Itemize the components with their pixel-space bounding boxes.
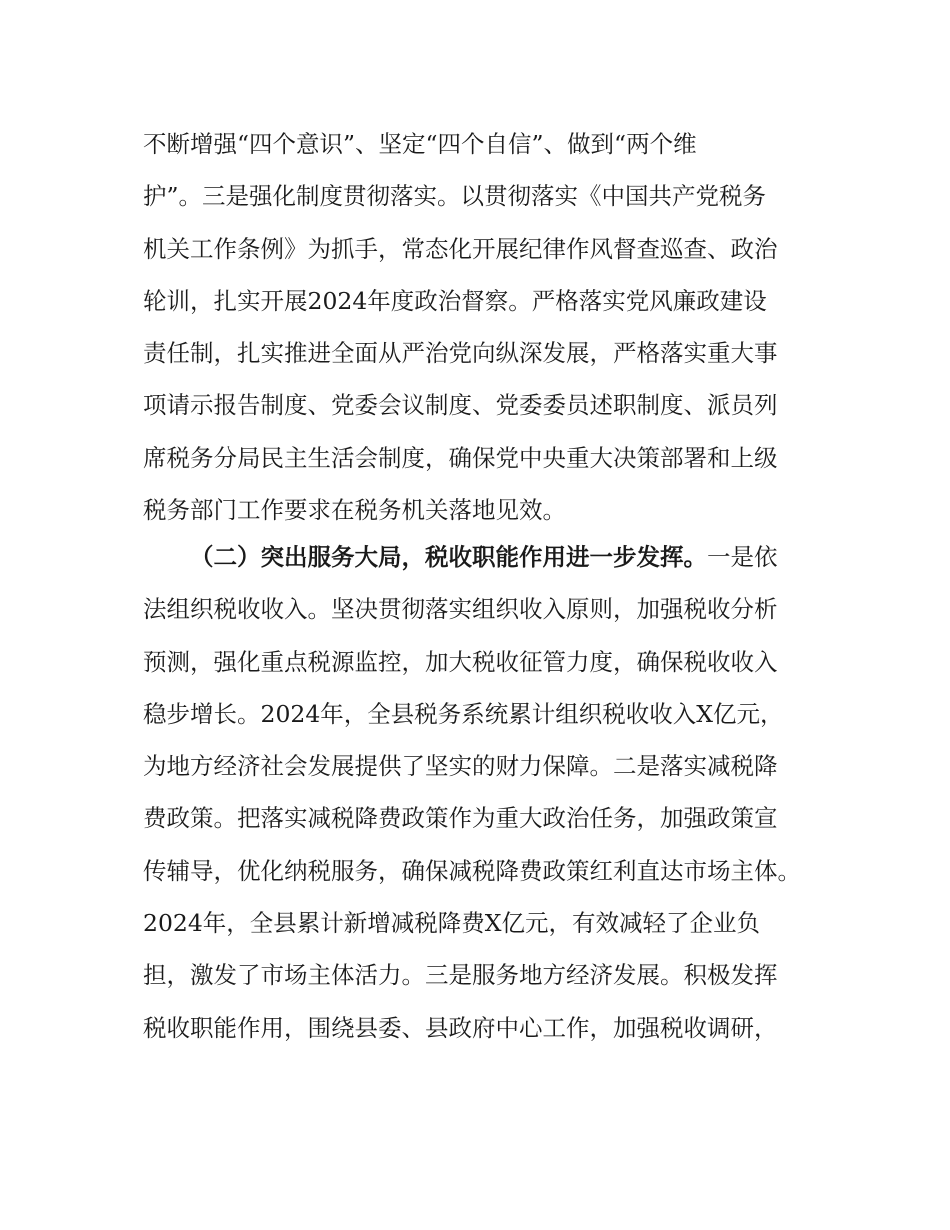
- section-heading: （二）突出服务大局，税收职能作用进一步发挥。: [190, 543, 707, 571]
- text-line: 2024年，全县累计新增减税降费X亿元，有效减轻了企业负: [143, 909, 761, 938]
- paragraph-first-line: [143, 531, 823, 583]
- text-line: 为地方经济社会发展提供了坚实的财力保障。二是落实减税降: [143, 752, 778, 781]
- text-line: 机关工作条例》为抓手，常态化开展纪律作风督查巡查、政治: [143, 234, 778, 263]
- paragraph-serve-overall: [143, 531, 823, 1054]
- text-line: 法组织税收收入。坚决贯彻落实组织收入原则，加强税收分析: [143, 595, 778, 624]
- text-line: 护”。三是强化制度贯彻落实。以贯彻落实《中国共产党税务: [143, 182, 767, 211]
- text-line: 费政策。把落实减税降费政策作为重大政治任务，加强政策宣: [143, 804, 778, 833]
- text-line: 担，激发了市场主体活力。三是服务地方经济发展。积极发挥: [143, 961, 778, 990]
- text-line: 预测，强化重点税源监控，加大税收征管力度，确保税收收入: [143, 647, 778, 676]
- text-line: 税收职能作用，围绕县委、县政府中心工作，加强税收调研，: [143, 1013, 778, 1042]
- text-line: 稳步增长。2024年，全县税务系统累计组织税收收入X亿元，: [143, 699, 784, 728]
- text-run: 一是依: [707, 543, 778, 571]
- text-line: 项请示报告制度、党委会议制度、党委委员述职制度、派员列: [143, 391, 778, 420]
- text-line: 税务部门工作要求在税务机关落地见效。: [143, 496, 566, 525]
- paragraph-party-building: [143, 118, 823, 536]
- text-line: 不断增强“四个意识”、坚定“四个自信”、做到“两个维: [143, 130, 697, 158]
- text-line: 责任制，扎实推进全面从严治党向纵深发展，严格落实重大事: [143, 339, 778, 368]
- text-line: 传辅导，优化纳税服务，确保减税降费政策红利直达市场主体。: [143, 856, 801, 885]
- text-line: 轮训，扎实开展2024年度政治督察。严格落实党风廉政建设: [143, 286, 767, 315]
- text-line: 席税务分局民主生活会制度，确保党中央重大决策部署和上级: [143, 443, 778, 472]
